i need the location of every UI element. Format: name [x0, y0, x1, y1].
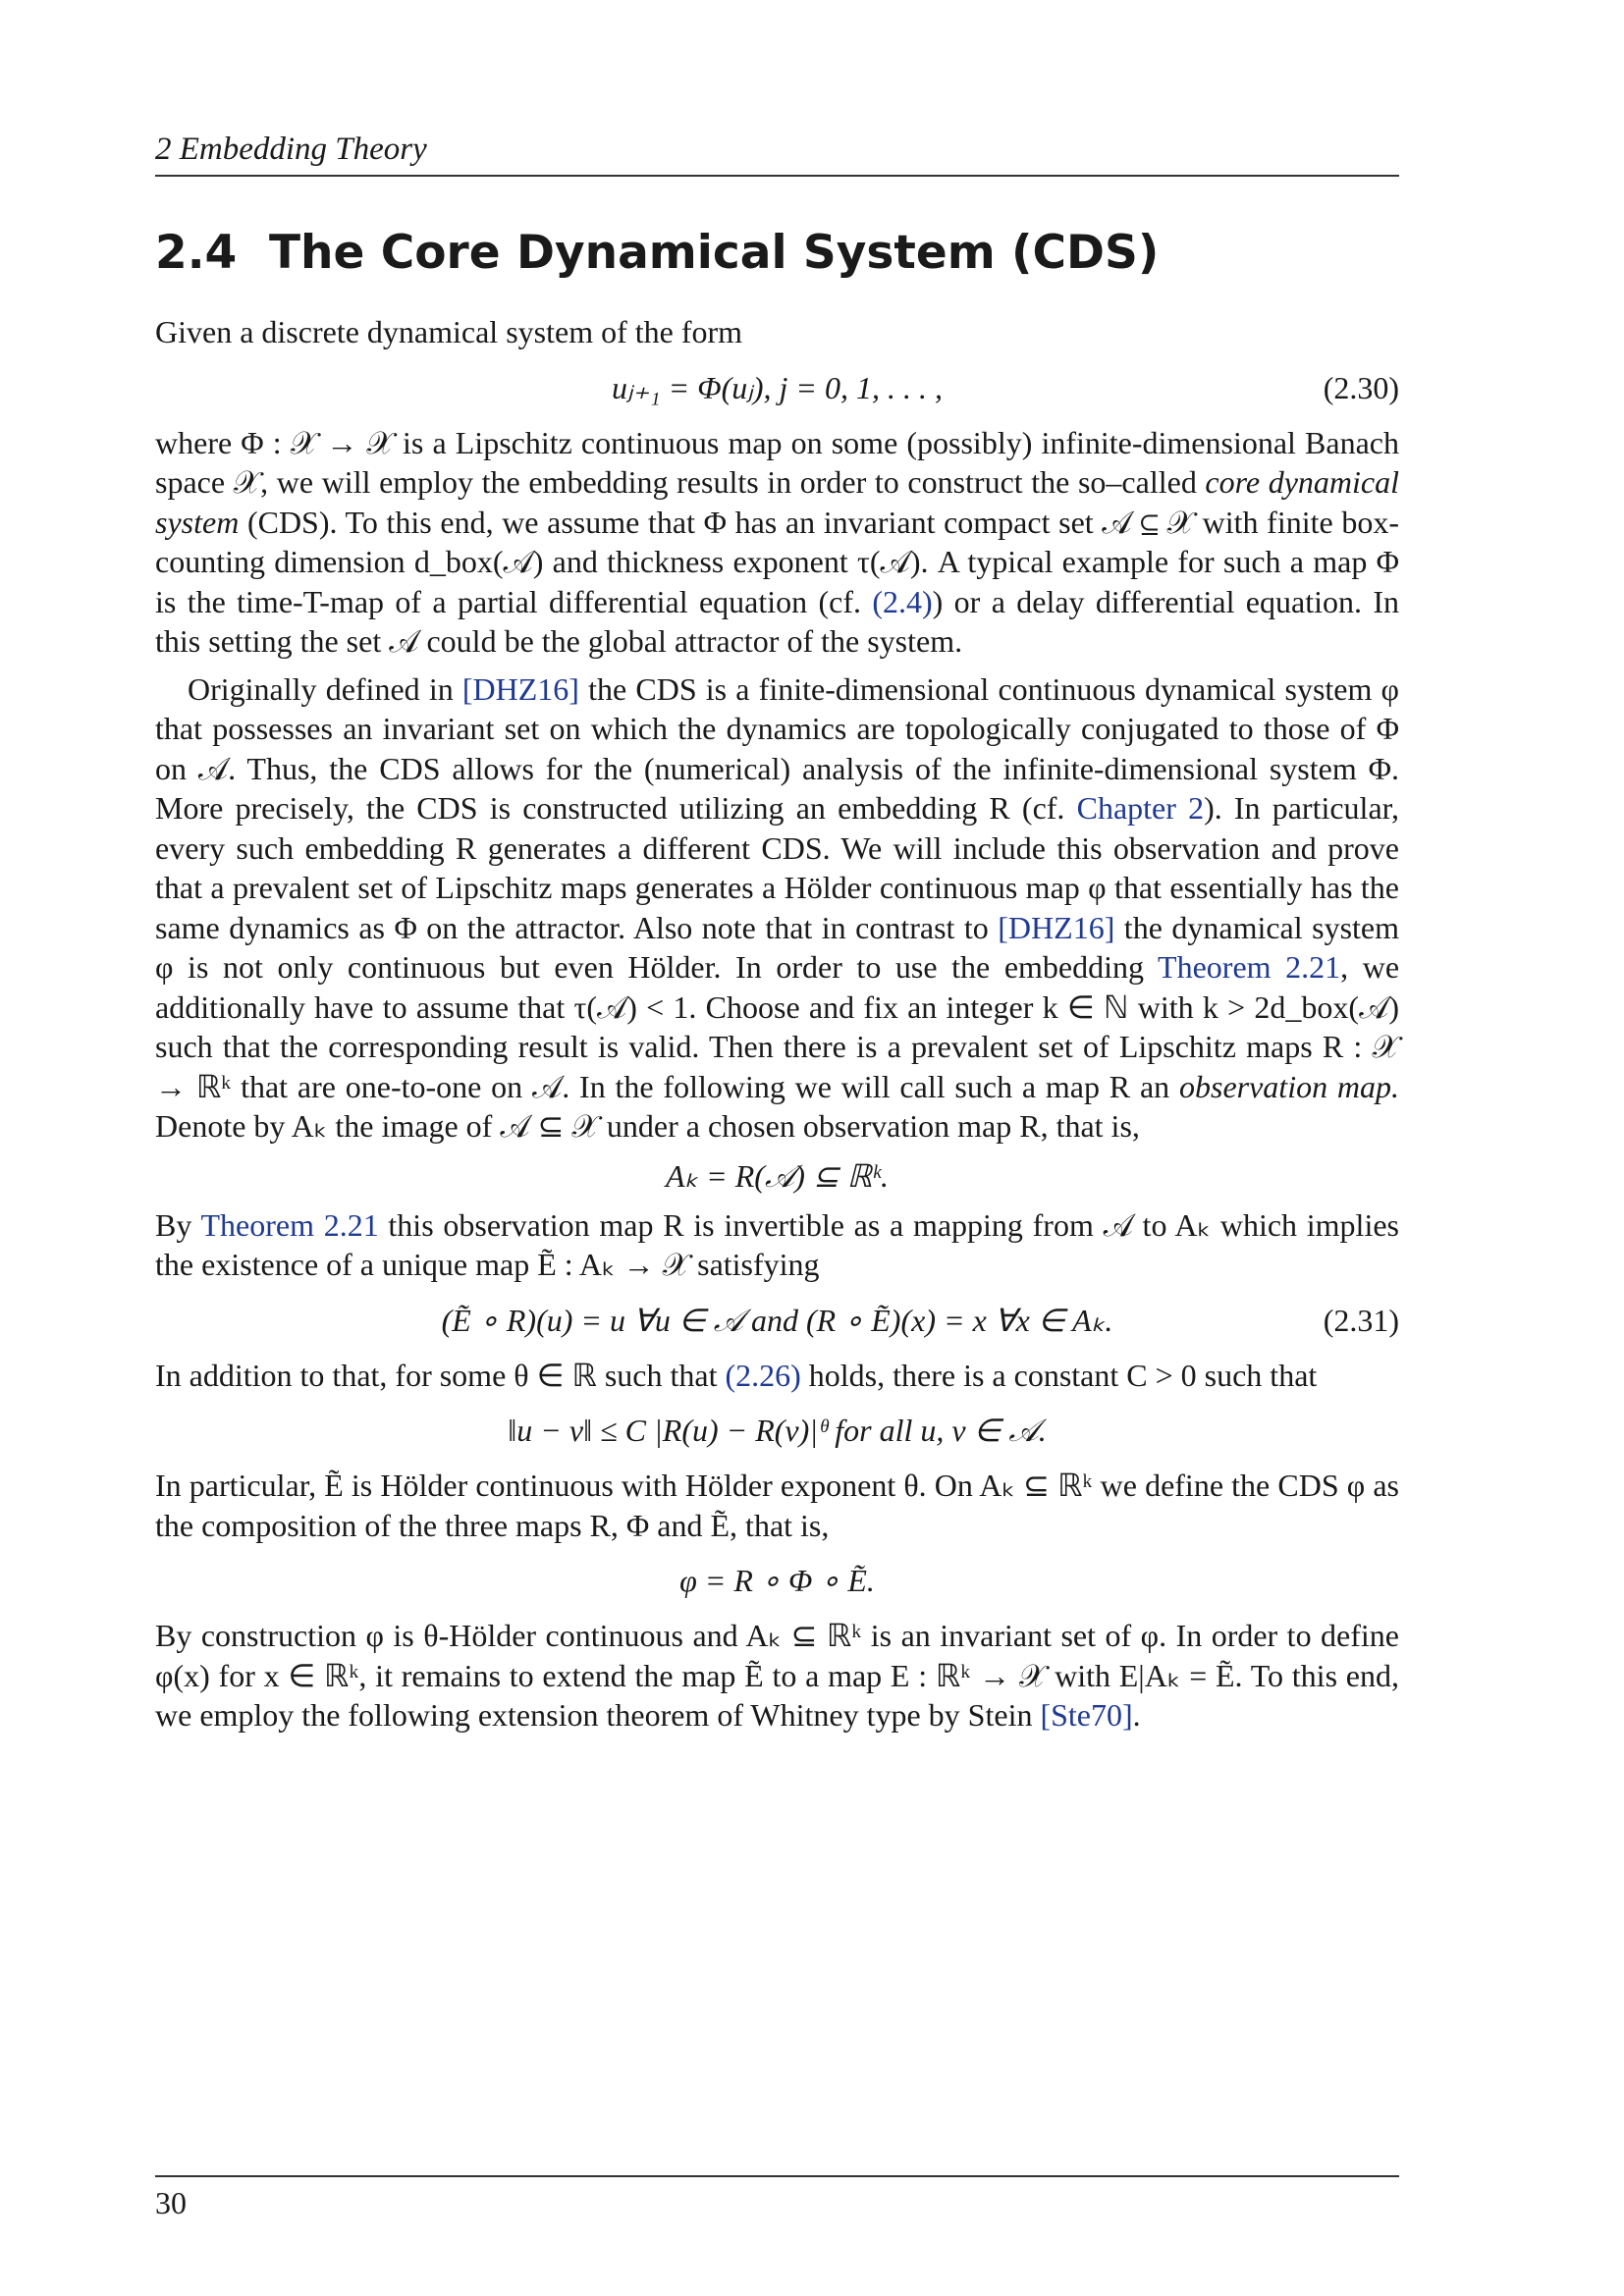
equation-body: φ = R ∘ Φ ∘ Ẽ.	[679, 1563, 875, 1598]
term-observation-map: observation map.	[1178, 1068, 1400, 1104]
ref-theorem-2-21[interactable]: Theorem 2.21	[1158, 949, 1341, 985]
paragraph-constant: In addition to that, for some θ ∈ ℝ such that (2.26) holds, there is a constant C > 0 such that	[155, 1357, 1318, 1393]
paragraph-extension: By construction φ is θ-Hölder continuous and Aₖ ⊆ ℝᵏ is an invariant set of φ. In order to define φ(x) for x ∈ ℝᵏ, it remains to extend the map Ẽ to a map E : ℝᵏ → 𝒳 with E|Aₖ = Ẽ. To this end, we employ the following extension theorem of Whitney type by Stein [Ste70].	[155, 1618, 1399, 1733]
footer-rule	[155, 2175, 1399, 2177]
equation-2-30	[155, 366, 1399, 409]
paragraph-cds-definition: where Φ : 𝒳 → 𝒳 is a Lipschitz continuous map on some (possibly) infinite-dimensional Banach space 𝒳, we will employ the embedding results in order to construct the so–called core dynamical system (CDS). To this end, we assume that Φ has an invariant compact set 𝒜 ⊆ 𝒳 with finite box-counting dimension d_box(𝒜) and thickness exponent τ(𝒜). A typical example for such a map Φ is the time-T-map of a partial differential equation (cf. (2.4)) or a delay differential equation. In this setting the set 𝒜 could be the global attractor of the system.	[155, 424, 1400, 659]
body-text	[155, 312, 1399, 1735]
section-title	[155, 224, 1159, 283]
paragraph-intro: Given a discrete dynamical system of the form	[155, 314, 743, 349]
section-title-text: The Core Dynamical System (CDS)	[269, 226, 1160, 280]
page-number: 30	[155, 2185, 187, 2220]
equation-holder-bound	[155, 1409, 1399, 1452]
equation-body: Aₖ = R(𝒜) ⊆ ℝᵏ.	[665, 1157, 890, 1194]
ref-eq-2-26[interactable]: (2.26)	[725, 1357, 801, 1393]
equation-ak	[155, 1154, 1399, 1198]
paragraph-inverse-map: By Theorem 2.21 this observation map R is invertible as a mapping from 𝒜 to Aₖ which implies the existence of a unique map Ẽ : Aₖ → 𝒳 satisfying	[155, 1206, 1399, 1282]
equation-body: ‖u − v‖ ≤ C |R(u) − R(v)|ᶿ for all u, v ∈ 𝒜.	[508, 1413, 1047, 1448]
equation-body: (Ẽ ∘ R)(u) = u ∀u ∈ 𝒜 and (R ∘ Ẽ)(x) = x ∀x ∈ Aₖ.	[441, 1302, 1113, 1338]
equation-number: (2.31)	[1323, 1302, 1399, 1338]
citation-ste70[interactable]: [Ste70]	[1040, 1697, 1133, 1733]
running-head: 2 Embedding Theory	[155, 128, 1399, 177]
citation-dhz16-second[interactable]: [DHZ16]	[998, 909, 1115, 945]
equation-phi-composition	[155, 1559, 1399, 1602]
ref-eq-2-4[interactable]: (2.4)	[872, 583, 933, 619]
ref-theorem-2-21-second[interactable]: Theorem 2.21	[200, 1206, 379, 1243]
citation-dhz16[interactable]: [DHZ16]	[461, 670, 579, 707]
section-number: 2.4	[155, 226, 238, 280]
term-core-dynamical-system: core dynamical system	[155, 464, 1399, 540]
equation-number: (2.30)	[1323, 369, 1399, 405]
equation-2-31	[155, 1299, 1399, 1342]
paragraph-holder: In particular, Ẽ is Hölder continuous with Hölder exponent θ. On Aₖ ⊆ ℝᵏ we define the CDS φ as the composition of the three maps R, Φ and Ẽ, that is,	[155, 1468, 1400, 1543]
ref-chapter-2[interactable]: Chapter 2	[1076, 790, 1205, 826]
paragraph-origin: Originally defined in [DHZ16] the CDS is a finite-dimensional continuous dynamical system φ that possesses an invariant set on which the dynamics are topologically conjugated to those of Φ on 𝒜. Thus, the CDS allows for the (numerical) analysis of the infinite-dimensional system Φ. More precisely, the CDS is constructed utilizing an embedding R (cf. Chapter 2). In particular, every such embedding R generates a different CDS. We will include this observation and prove that a prevalent set of Lipschitz maps generates a Hölder continuous map φ that essentially has the same dynamics as Φ on the attractor. Also note that in contrast to [DHZ16] the dynamical system φ is not only continuous but even Hölder. In order to use the embedding Theorem 2.21, we additionally have to assume that τ(𝒜) < 1. Choose and fix an integer k ∈ ℕ with k > 2d_box(𝒜) such that the corresponding result is valid. Then there is a prevalent set of Lipschitz maps R : 𝒳 → ℝᵏ that are one-to-one on 𝒜. In the following we will call such a map R an observation map. Denote by Aₖ the image of 𝒜 ⊆ 𝒳 under a chosen observation map R, that is,	[155, 670, 1400, 1144]
equation-body: uⱼ₊₁ = Φ(uⱼ), j = 0, 1, . . . ,	[612, 369, 943, 405]
